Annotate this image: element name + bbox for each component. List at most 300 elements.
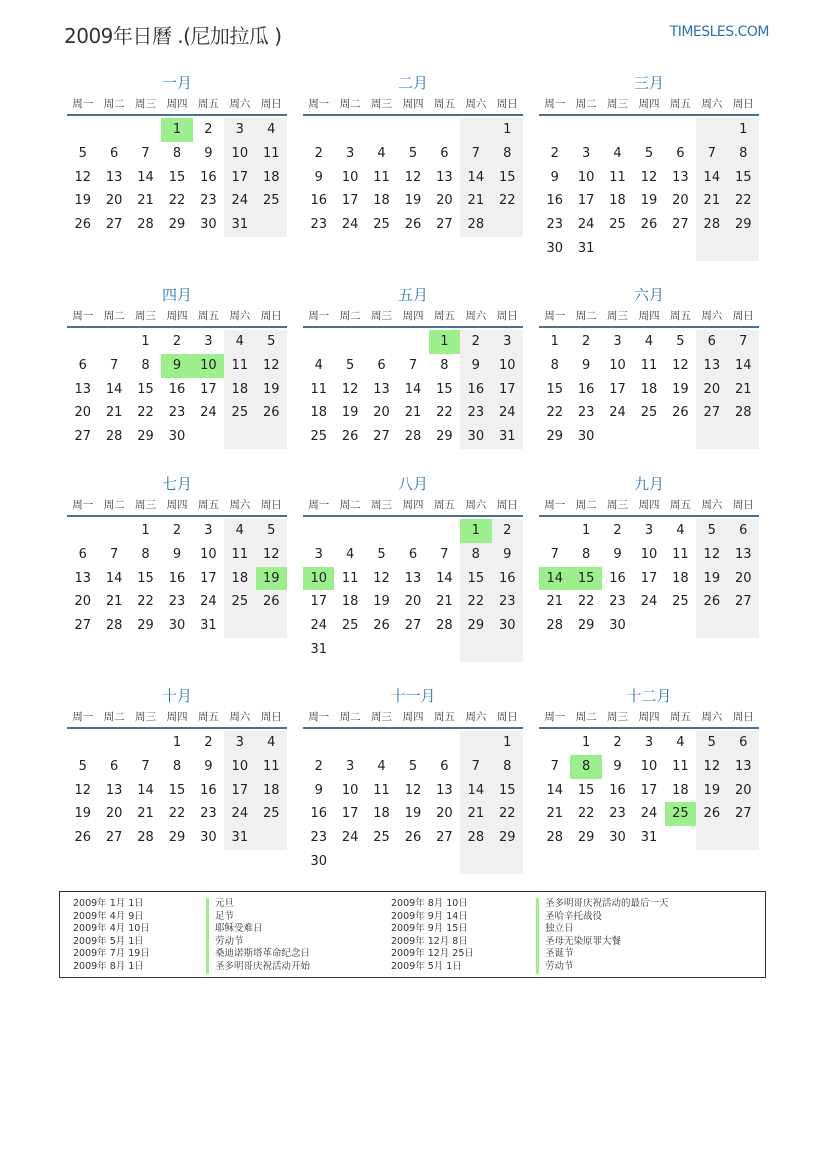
empty-day	[665, 237, 696, 261]
day: 7	[408, 357, 418, 373]
empty-day	[256, 826, 287, 850]
day: 9	[613, 546, 622, 562]
day: 17	[341, 193, 359, 209]
weekday-label: 周一	[308, 711, 330, 723]
day: 28	[546, 830, 563, 846]
day: 7	[550, 546, 559, 562]
weekday-header	[539, 94, 759, 116]
day-grid	[67, 118, 287, 237]
weekday-header	[539, 707, 759, 729]
empty-day	[67, 519, 98, 543]
empty-day	[570, 118, 601, 142]
day: 5	[408, 145, 418, 161]
weekday-label: 周日	[496, 98, 518, 110]
day: 16	[492, 567, 523, 591]
day: 2	[172, 334, 182, 349]
month-title: 六月	[633, 286, 664, 304]
day: 28	[436, 618, 453, 634]
day: 5	[676, 334, 685, 349]
holiday-day: 1	[460, 519, 491, 543]
day: 19	[256, 378, 287, 402]
empty-day	[366, 519, 397, 543]
day: 17	[640, 570, 658, 586]
empty-day	[224, 614, 255, 638]
day: 20	[436, 806, 453, 822]
holiday-date: 2009年 5月 1日	[73, 935, 144, 947]
day: 3	[581, 145, 591, 161]
weekday-label: 周二	[339, 711, 361, 723]
day: 26	[74, 830, 91, 846]
day: 30	[310, 853, 327, 869]
empty-day	[334, 519, 365, 543]
weekday-label: 周五	[433, 711, 455, 723]
holiday-list	[59, 891, 766, 978]
weekday-header	[67, 94, 287, 116]
day: 9	[581, 357, 591, 373]
day: 12	[74, 169, 91, 185]
day: 27	[105, 830, 123, 846]
day-grid	[539, 731, 759, 850]
day: 15	[168, 169, 186, 185]
day: 7	[460, 755, 491, 779]
day: 3	[644, 735, 654, 750]
empty-day	[256, 425, 287, 449]
weekday-label: 周日	[732, 499, 754, 511]
day: 5	[256, 330, 287, 354]
day: 27	[672, 217, 689, 233]
day: 20	[728, 567, 759, 591]
weekday-label: 周三	[135, 711, 157, 723]
day: 15	[492, 166, 523, 190]
empty-day	[397, 519, 428, 543]
day: 23	[492, 590, 523, 614]
day: 16	[200, 169, 217, 185]
day: 8	[492, 142, 523, 166]
month-block	[303, 685, 523, 874]
month-title: 三月	[633, 74, 664, 92]
day: 21	[546, 806, 563, 822]
day: 10	[200, 546, 217, 562]
holiday-name: 圣母无染原罪大餐	[536, 936, 669, 949]
day: 2	[613, 735, 622, 750]
holiday-day: 19	[256, 567, 287, 591]
empty-day	[460, 638, 491, 662]
day: 17	[224, 779, 255, 803]
day: 17	[224, 166, 255, 190]
weekday-label: 周六	[465, 98, 487, 110]
empty-day	[429, 519, 460, 543]
day: 11	[373, 782, 390, 798]
weekday-label: 周六	[229, 499, 251, 511]
empty-day	[696, 425, 727, 449]
day: 10	[224, 755, 255, 779]
day: 10	[640, 758, 658, 774]
weekday-label: 周三	[607, 98, 629, 110]
day: 22	[577, 806, 595, 822]
day: 19	[696, 567, 727, 591]
day: 8	[172, 145, 182, 161]
weekday-label: 周六	[465, 310, 487, 322]
day: 22	[577, 594, 595, 610]
day: 28	[105, 429, 123, 445]
day: 26	[696, 802, 727, 826]
weekday-label: 周一	[72, 499, 94, 511]
day: 23	[609, 806, 626, 822]
holiday-dates-left	[73, 898, 150, 974]
weekday-label: 周四	[402, 310, 424, 322]
day: 17	[200, 570, 217, 586]
day: 13	[74, 570, 91, 586]
day: 15	[460, 567, 491, 591]
month-block	[67, 473, 287, 638]
day: 9	[550, 169, 559, 185]
holiday-date: 2009年 4月 10日	[73, 923, 150, 935]
day: 16	[310, 193, 327, 209]
weekday-label: 周一	[544, 310, 566, 322]
day: 28	[460, 826, 491, 850]
day: 18	[373, 806, 390, 822]
day: 29	[546, 429, 563, 445]
day: 11	[640, 357, 658, 373]
empty-day	[696, 826, 727, 850]
day: 4	[676, 735, 685, 750]
empty-day	[602, 118, 633, 142]
day: 1	[141, 334, 150, 349]
day: 20	[105, 806, 123, 822]
day: 4	[377, 145, 386, 161]
day: 15	[168, 782, 186, 798]
day: 21	[460, 802, 491, 826]
day: 29	[728, 213, 759, 237]
day: 14	[137, 169, 154, 185]
day: 22	[168, 193, 186, 209]
day: 23	[310, 217, 327, 233]
month-title: 十月	[161, 687, 192, 705]
day: 15	[137, 381, 154, 397]
weekday-header	[539, 495, 759, 517]
day: 24	[200, 594, 217, 610]
empty-day	[256, 614, 287, 638]
day: 27	[728, 590, 759, 614]
holiday-name: 耶稣受难日	[206, 923, 310, 936]
day: 2	[204, 735, 213, 750]
day: 1	[492, 118, 523, 142]
day: 7	[460, 142, 491, 166]
day: 5	[644, 145, 654, 161]
empty-day	[193, 425, 224, 449]
day: 19	[672, 381, 689, 397]
empty-day	[633, 614, 664, 638]
day: 9	[460, 354, 491, 378]
day: 22	[492, 802, 523, 826]
day: 29	[577, 830, 595, 846]
day: 5	[256, 519, 287, 543]
day: 12	[341, 381, 359, 397]
day: 12	[74, 782, 91, 798]
day: 12	[672, 357, 689, 373]
weekday-label: 周六	[701, 310, 723, 322]
site-logo[interactable]: TIMESLES.COM	[669, 24, 769, 40]
weekday-label: 周五	[197, 711, 219, 723]
day: 27	[404, 618, 422, 634]
day-grid	[67, 519, 287, 638]
day: 7	[141, 145, 150, 161]
empty-day	[728, 826, 759, 850]
day: 14	[105, 381, 123, 397]
weekday-header	[303, 306, 523, 328]
day: 6	[728, 731, 759, 755]
day: 12	[373, 570, 390, 586]
weekday-label: 周日	[732, 310, 754, 322]
day: 26	[672, 405, 689, 421]
day: 29	[168, 830, 186, 846]
day: 26	[696, 590, 727, 614]
day: 5	[696, 731, 727, 755]
weekday-label: 周一	[72, 711, 94, 723]
day: 6	[377, 357, 386, 373]
day: 6	[408, 546, 418, 562]
day: 28	[137, 830, 154, 846]
day: 3	[204, 334, 213, 349]
day-grid	[303, 519, 523, 662]
day: 23	[200, 193, 217, 209]
day: 17	[609, 381, 626, 397]
weekday-label: 周六	[229, 711, 251, 723]
day: 23	[577, 405, 595, 421]
day: 3	[492, 330, 523, 354]
day: 20	[373, 405, 390, 421]
day: 6	[78, 546, 87, 562]
day: 25	[256, 189, 287, 213]
day: 8	[172, 758, 182, 774]
holiday-name: 圣多明哥庆祝活动的最后一天	[536, 898, 669, 911]
weekday-header	[303, 94, 523, 116]
empty-day	[98, 519, 129, 543]
day: 28	[105, 618, 123, 634]
empty-day	[665, 118, 696, 142]
day: 11	[224, 543, 255, 567]
day: 14	[137, 782, 154, 798]
day: 31	[200, 618, 217, 634]
day: 18	[310, 405, 327, 421]
day: 16	[460, 378, 491, 402]
day-grid	[539, 519, 759, 638]
page-title: 2009年日曆 .(尼加拉瓜 )	[64, 24, 282, 48]
day: 14	[728, 354, 759, 378]
day: 28	[404, 429, 422, 445]
day: 23	[168, 594, 186, 610]
day: 10	[341, 169, 359, 185]
day: 4	[256, 731, 287, 755]
day: 6	[440, 145, 449, 161]
day: 4	[224, 519, 255, 543]
weekday-label: 周五	[433, 499, 455, 511]
day: 21	[728, 378, 759, 402]
day: 29	[492, 826, 523, 850]
day: 24	[492, 401, 523, 425]
day: 15	[728, 166, 759, 190]
day: 23	[310, 830, 327, 846]
day: 5	[696, 519, 727, 543]
day: 25	[672, 594, 689, 610]
day: 9	[314, 169, 323, 185]
day: 2	[613, 523, 622, 538]
day: 17	[492, 378, 523, 402]
empty-day	[633, 425, 664, 449]
weekday-label: 周四	[402, 499, 424, 511]
holiday-date: 2009年 4月 9日	[73, 910, 144, 922]
holiday-date: 2009年 9月 14日	[391, 910, 468, 922]
weekday-label: 周六	[465, 499, 487, 511]
day: 8	[581, 546, 591, 562]
day: 27	[436, 830, 453, 846]
day: 6	[440, 758, 449, 774]
holiday-date: 2009年 12月 25日	[391, 948, 474, 960]
weekday-label: 周一	[544, 499, 566, 511]
day: 13	[436, 782, 453, 798]
day: 23	[200, 806, 217, 822]
empty-day	[696, 614, 727, 638]
day: 9	[613, 758, 622, 774]
month-title: 五月	[397, 286, 428, 304]
holiday-day: 1	[161, 118, 192, 142]
day: 19	[74, 806, 91, 822]
day: 11	[310, 381, 327, 397]
weekday-label: 周三	[135, 499, 157, 511]
day: 25	[373, 830, 390, 846]
month-block	[303, 284, 523, 449]
day: 11	[672, 758, 689, 774]
day: 10	[577, 169, 595, 185]
day: 5	[345, 357, 355, 373]
weekday-label: 周三	[607, 310, 629, 322]
day: 30	[200, 830, 217, 846]
day: 24	[200, 405, 217, 421]
day: 22	[728, 189, 759, 213]
empty-day	[539, 731, 570, 755]
day: 26	[404, 217, 422, 233]
empty-day	[397, 638, 428, 662]
day: 18	[609, 193, 626, 209]
day: 16	[310, 806, 327, 822]
day: 14	[546, 782, 563, 798]
day: 31	[310, 641, 327, 657]
day: 11	[256, 755, 287, 779]
empty-day	[696, 237, 727, 261]
day: 18	[373, 193, 390, 209]
day: 12	[640, 169, 658, 185]
day: 6	[728, 519, 759, 543]
weekday-label: 周五	[433, 98, 455, 110]
day: 21	[696, 189, 727, 213]
day: 21	[105, 405, 123, 421]
empty-day	[665, 425, 696, 449]
day: 18	[224, 567, 255, 591]
day: 12	[256, 354, 287, 378]
month-title: 七月	[161, 475, 192, 493]
day: 8	[492, 755, 523, 779]
day: 6	[109, 145, 119, 161]
day: 15	[546, 381, 563, 397]
empty-day	[130, 731, 161, 755]
empty-day	[460, 850, 491, 874]
day: 14	[404, 381, 422, 397]
day: 24	[609, 405, 626, 421]
empty-day	[539, 519, 570, 543]
day: 3	[204, 523, 213, 538]
day: 21	[137, 193, 154, 209]
day: 16	[609, 570, 626, 586]
day: 20	[105, 193, 123, 209]
day: 24	[224, 189, 255, 213]
holiday-day: 25	[665, 802, 696, 826]
empty-day	[397, 330, 428, 354]
empty-day	[397, 731, 428, 755]
day: 20	[696, 378, 727, 402]
day-grid	[67, 731, 287, 850]
day: 12	[696, 755, 727, 779]
day: 21	[137, 806, 154, 822]
weekday-label: 周六	[229, 310, 251, 322]
day: 9	[204, 758, 213, 774]
empty-day	[602, 237, 633, 261]
day: 11	[341, 570, 359, 586]
day: 19	[696, 779, 727, 803]
day: 27	[74, 618, 91, 634]
holiday-names-right	[536, 898, 669, 974]
weekday-label: 周二	[103, 310, 125, 322]
holiday-day: 10	[303, 567, 334, 591]
day: 16	[577, 381, 595, 397]
month-title: 四月	[161, 286, 192, 304]
month-block	[539, 284, 759, 449]
empty-day	[98, 330, 129, 354]
weekday-label: 周二	[339, 499, 361, 511]
day: 31	[640, 830, 658, 846]
holiday-date: 2009年 5月 1日	[391, 960, 462, 972]
holiday-name: 元旦	[206, 898, 310, 911]
day: 26	[373, 618, 390, 634]
day: 14	[436, 570, 453, 586]
month-block	[539, 72, 759, 261]
empty-day	[334, 731, 365, 755]
empty-day	[602, 425, 633, 449]
holiday-name: 劳动节	[536, 961, 669, 974]
weekday-label: 周五	[669, 98, 691, 110]
day: 4	[676, 523, 685, 538]
day: 21	[404, 405, 422, 421]
day: 22	[137, 405, 154, 421]
day: 15	[492, 779, 523, 803]
weekday-label: 周五	[197, 499, 219, 511]
day: 15	[577, 782, 595, 798]
day: 13	[728, 543, 759, 567]
day: 29	[137, 429, 154, 445]
day: 18	[256, 166, 287, 190]
empty-day	[256, 213, 287, 237]
day: 7	[109, 357, 119, 373]
holiday-date: 2009年 8月 10日	[391, 898, 468, 909]
day: 2	[172, 523, 182, 538]
day: 31	[224, 826, 255, 850]
day: 28	[137, 217, 154, 233]
day: 29	[577, 618, 595, 634]
day: 29	[436, 429, 453, 445]
day: 25	[341, 618, 359, 634]
weekday-label: 周一	[72, 310, 94, 322]
day: 23	[460, 401, 491, 425]
weekday-label: 周五	[197, 310, 219, 322]
